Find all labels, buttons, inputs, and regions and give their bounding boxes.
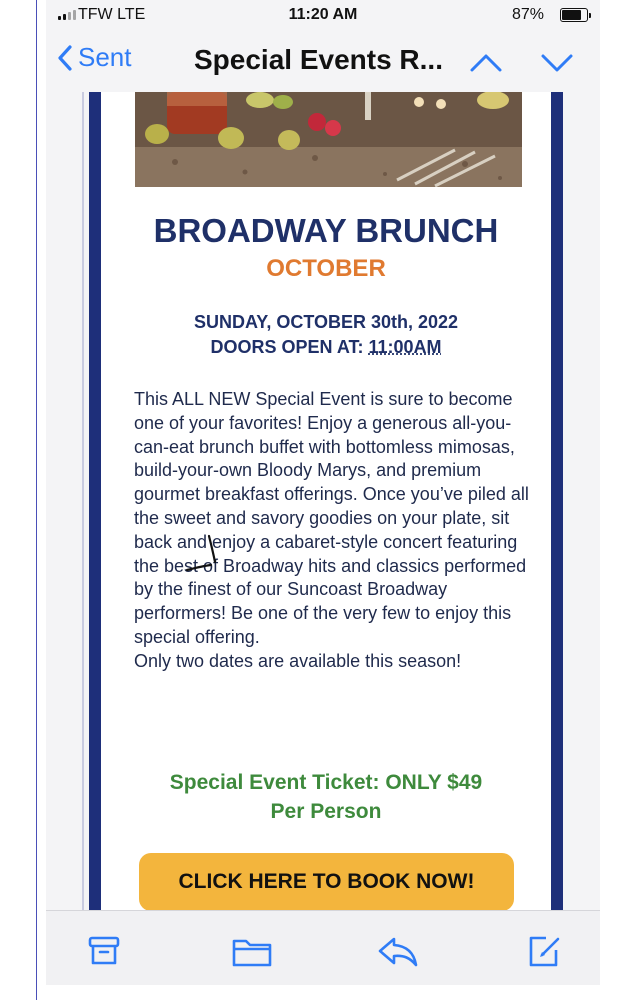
reply-button[interactable] xyxy=(376,931,420,971)
status-bar xyxy=(46,0,600,32)
availability-note: Only two dates are available this season! xyxy=(134,650,462,671)
back-label: Sent xyxy=(78,42,132,72)
battery-percent: 87% xyxy=(511,6,544,23)
quote-line xyxy=(82,92,84,910)
ticket-line-1: Special Event Ticket: ONLY $49 xyxy=(169,771,483,794)
chevron-left-icon xyxy=(56,44,74,72)
doors-open xyxy=(101,337,551,358)
clock: 11:20 AM xyxy=(288,6,358,23)
mail-nav-bar xyxy=(46,32,600,92)
book-now-button[interactable]: CLICK HERE TO BOOK NOW! xyxy=(139,853,514,910)
left-divider-line xyxy=(36,0,37,1000)
carrier-label: TFW LTE xyxy=(78,6,146,23)
message-subject: Special Events R... xyxy=(194,44,443,75)
description-paragraph: This ALL NEW Special Event is sure to become one of your favorites! Enjoy a generous all-you-can-eat brunch buffet with bottomless mimosas, build-your-own Bloody Marys, and premium gourmet breakfast offerings. Once you’ve piled all the sweet and savory goodies on your plate, sit back and enjoy a cabaret-style concert featuring the best of Broadway hits and classics performed by the finest of our Suncoast Broadway performers! Be one of the very few to enjoy this special offering. xyxy=(134,389,529,647)
chevron-up-icon xyxy=(468,46,504,80)
email-frame-right xyxy=(551,92,563,910)
email-frame-left xyxy=(89,92,101,910)
archive-icon xyxy=(84,931,124,971)
battery-icon xyxy=(560,8,588,22)
event-description xyxy=(134,388,534,674)
compose-icon xyxy=(524,931,564,971)
compose-button[interactable] xyxy=(524,931,564,971)
doors-label: DOORS OPEN AT: xyxy=(210,337,369,357)
move-to-folder-button[interactable] xyxy=(230,931,274,971)
event-date: SUNDAY, OCTOBER 30th, 2022 xyxy=(193,312,459,332)
archive-button[interactable] xyxy=(84,931,124,971)
handwritten-mark xyxy=(181,534,241,574)
doors-time-link[interactable]: 11:00AM xyxy=(368,337,442,357)
ticket-line-2: Per Person xyxy=(270,800,382,823)
event-title: BROADWAY BRUNCH xyxy=(153,212,499,249)
mail-toolbar xyxy=(46,910,600,985)
phone-screen xyxy=(46,0,600,985)
email-body[interactable] xyxy=(46,92,600,910)
ticket-price xyxy=(101,768,551,826)
folder-icon xyxy=(230,931,274,971)
brunch-photo xyxy=(135,92,522,187)
event-month: OCTOBER xyxy=(266,255,386,282)
back-button[interactable] xyxy=(56,42,132,73)
chevron-down-icon xyxy=(539,46,575,80)
previous-message-button[interactable] xyxy=(468,46,504,80)
reply-icon xyxy=(376,931,420,971)
event-card xyxy=(101,92,551,910)
next-message-button[interactable] xyxy=(539,46,575,80)
